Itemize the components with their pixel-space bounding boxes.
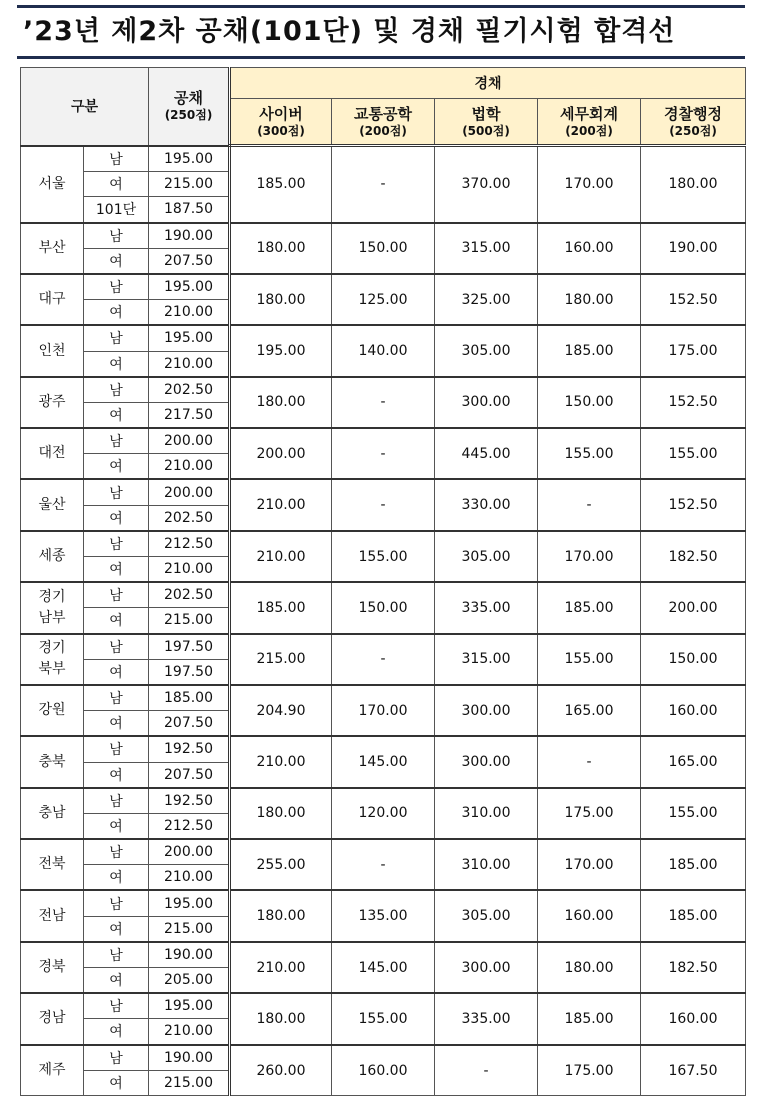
region-name: 경남 (21, 993, 84, 1044)
gyeongchae-cutoff: 305.00 (435, 325, 538, 376)
gyeongchae-cutoff: 180.00 (230, 274, 332, 325)
gyeongchae-cutoff: 370.00 (435, 146, 538, 223)
gongchae-cutoff: 215.00 (149, 608, 230, 634)
gongchae-cutoff: 207.50 (149, 711, 230, 737)
gongchae-cutoff: 207.50 (149, 248, 230, 274)
region-name: 경북 (21, 942, 84, 993)
table-row (21, 788, 746, 814)
gyeongchae-cutoff: 160.00 (641, 993, 746, 1044)
gyeongchae-cutoff: 175.00 (538, 1045, 641, 1096)
region-name: 충남 (21, 788, 84, 839)
table-row (21, 479, 746, 505)
region-name (21, 634, 84, 685)
header-field-law (435, 99, 538, 146)
gender-label: 남 (84, 146, 149, 172)
gongchae-cutoff: 195.00 (149, 274, 230, 300)
table-row (21, 428, 746, 454)
gyeongchae-cutoff: 165.00 (538, 685, 641, 736)
gyeongchae-cutoff: 145.00 (332, 942, 435, 993)
gender-label: 남 (84, 531, 149, 557)
gyeongchae-cutoff: 195.00 (230, 325, 332, 376)
gyeongchae-cutoff: 160.00 (538, 890, 641, 941)
gyeongchae-cutoff: 210.00 (230, 479, 332, 530)
gyeongchae-cutoff: 180.00 (230, 890, 332, 941)
table-row (21, 685, 746, 711)
gender-label: 여 (84, 557, 149, 583)
gyeongchae-cutoff: 305.00 (435, 531, 538, 582)
region-name: 대구 (21, 274, 84, 325)
gongchae-cutoff: 192.50 (149, 788, 230, 814)
gongchae-cutoff: 210.00 (149, 865, 230, 891)
gongchae-cutoff: 215.00 (149, 171, 230, 197)
region-name: 강원 (21, 685, 84, 736)
gyeongchae-cutoff: 190.00 (641, 223, 746, 274)
table-row (21, 325, 746, 351)
table-header (21, 68, 746, 146)
region-name-line: 경기 (38, 640, 66, 657)
gyeongchae-cutoff: 180.00 (538, 942, 641, 993)
table-row (21, 146, 746, 172)
gyeongchae-cutoff: 135.00 (332, 890, 435, 941)
gyeongchae-cutoff: 175.00 (641, 325, 746, 376)
gongchae-cutoff: 207.50 (149, 762, 230, 788)
region-name: 전북 (21, 839, 84, 890)
gender-label: 남 (84, 993, 149, 1019)
gyeongchae-cutoff: - (435, 1045, 538, 1096)
gyeongchae-cutoff: 155.00 (641, 428, 746, 479)
region-name: 인천 (21, 325, 84, 376)
gyeongchae-cutoff: 255.00 (230, 839, 332, 890)
gyeongchae-cutoff: 170.00 (332, 685, 435, 736)
table-row (21, 736, 746, 762)
gongchae-cutoff: 210.00 (149, 300, 230, 326)
gyeongchae-cutoff: 160.00 (538, 223, 641, 274)
gender-label: 남 (84, 274, 149, 300)
gyeongchae-cutoff: 170.00 (538, 146, 641, 223)
gyeongchae-cutoff: 185.00 (641, 839, 746, 890)
header-field-label: 교통공학 (354, 104, 412, 123)
gyeongchae-cutoff: 330.00 (435, 479, 538, 530)
gender-label: 여 (84, 454, 149, 480)
gender-label: 여 (84, 762, 149, 788)
gongchae-cutoff: 205.00 (149, 968, 230, 994)
gongchae-cutoff: 195.00 (149, 993, 230, 1019)
title-banner (17, 5, 745, 59)
gyeongchae-cutoff: 180.00 (538, 274, 641, 325)
gongchae-cutoff: 185.00 (149, 685, 230, 711)
gender-label: 여 (84, 505, 149, 531)
region-name: 대전 (21, 428, 84, 479)
gyeongchae-cutoff: 315.00 (435, 223, 538, 274)
gyeongchae-cutoff: 185.00 (538, 582, 641, 633)
gyeongchae-cutoff: 150.00 (332, 582, 435, 633)
gender-label: 남 (84, 890, 149, 916)
table-row (21, 1045, 746, 1071)
gongchae-cutoff: 210.00 (149, 454, 230, 480)
gender-label: 남 (84, 788, 149, 814)
gyeongchae-cutoff: 185.00 (538, 993, 641, 1044)
gender-label: 남 (84, 942, 149, 968)
table-row (21, 993, 746, 1019)
gongchae-cutoff: 212.50 (149, 531, 230, 557)
gyeongchae-cutoff: 210.00 (230, 736, 332, 787)
gongchae-cutoff: 200.00 (149, 428, 230, 454)
gender-label: 남 (84, 325, 149, 351)
region-name: 서울 (21, 146, 84, 223)
gongchae-cutoff: 215.00 (149, 916, 230, 942)
gyeongchae-cutoff: 155.00 (538, 428, 641, 479)
gyeongchae-cutoff: 155.00 (641, 788, 746, 839)
gongchae-cutoff: 202.50 (149, 505, 230, 531)
gyeongchae-cutoff: 182.50 (641, 942, 746, 993)
header-field-label: 법학 (471, 104, 501, 123)
region-name-line: 북부 (38, 661, 66, 678)
gyeongchae-cutoff: 152.50 (641, 479, 746, 530)
gongchae-cutoff: 197.50 (149, 634, 230, 660)
gongchae-cutoff: 200.00 (149, 479, 230, 505)
gyeongchae-cutoff: 155.00 (332, 531, 435, 582)
gongchae-cutoff: 190.00 (149, 942, 230, 968)
header-field-cyber (230, 99, 332, 146)
region-name: 광주 (21, 377, 84, 428)
gyeongchae-cutoff: 210.00 (230, 942, 332, 993)
gender-label: 남 (84, 428, 149, 454)
cutoff-table (20, 67, 746, 1096)
header-field-points: (300점) (257, 123, 305, 138)
gyeongchae-cutoff: 215.00 (230, 634, 332, 685)
gender-label: 여 (84, 968, 149, 994)
region-name (21, 582, 84, 633)
gyeongchae-cutoff: 125.00 (332, 274, 435, 325)
header-field-points: (200점) (359, 123, 407, 138)
gyeongchae-cutoff: 260.00 (230, 1045, 332, 1096)
gongchae-cutoff: 195.00 (149, 325, 230, 351)
table-row (21, 274, 746, 300)
title-bottom-rule (17, 56, 745, 59)
table-body (21, 146, 746, 1096)
gyeongchae-cutoff: - (332, 839, 435, 890)
gongchae-cutoff: 187.50 (149, 197, 230, 223)
region-name-line: 남부 (38, 609, 66, 626)
gyeongchae-cutoff: 185.00 (641, 890, 746, 941)
gender-label: 여 (84, 248, 149, 274)
header-gongchae (149, 68, 230, 146)
gyeongchae-cutoff: 310.00 (435, 788, 538, 839)
gyeongchae-cutoff: 300.00 (435, 377, 538, 428)
gongchae-cutoff: 202.50 (149, 582, 230, 608)
gender-label: 여 (84, 300, 149, 326)
gyeongchae-cutoff: 182.50 (641, 531, 746, 582)
header-field-traffic (332, 99, 435, 146)
page-title: ’23년 제2차 공채(101단) 및 경채 필기시험 합격선 (23, 16, 676, 47)
gongchae-cutoff: 195.00 (149, 890, 230, 916)
gender-label: 남 (84, 685, 149, 711)
header-gongchae-points: (250점) (164, 108, 213, 123)
gyeongchae-cutoff: 300.00 (435, 685, 538, 736)
gyeongchae-cutoff: 300.00 (435, 942, 538, 993)
table-row (21, 377, 746, 403)
gyeongchae-cutoff: 165.00 (641, 736, 746, 787)
gyeongchae-cutoff: 150.00 (332, 223, 435, 274)
gyeongchae-cutoff: 180.00 (230, 377, 332, 428)
gyeongchae-cutoff: 185.00 (230, 582, 332, 633)
gongchae-cutoff: 190.00 (149, 1045, 230, 1071)
gender-label: 남 (84, 582, 149, 608)
gongchae-cutoff: 197.50 (149, 659, 230, 685)
gyeongchae-cutoff: 204.90 (230, 685, 332, 736)
table-row (21, 531, 746, 557)
header-field-police-admin (641, 99, 746, 146)
gongchae-cutoff: 202.50 (149, 377, 230, 403)
gyeongchae-cutoff: 150.00 (538, 377, 641, 428)
gyeongchae-cutoff: 152.50 (641, 377, 746, 428)
gender-label: 남 (84, 839, 149, 865)
table-row (21, 839, 746, 865)
gyeongchae-cutoff: 445.00 (435, 428, 538, 479)
gyeongchae-cutoff: - (538, 479, 641, 530)
gyeongchae-cutoff: 305.00 (435, 890, 538, 941)
gyeongchae-cutoff: 325.00 (435, 274, 538, 325)
gyeongchae-cutoff: 145.00 (332, 736, 435, 787)
gyeongchae-cutoff: - (332, 634, 435, 685)
gyeongchae-cutoff: 155.00 (332, 993, 435, 1044)
gyeongchae-cutoff: 140.00 (332, 325, 435, 376)
header-field-tax (538, 99, 641, 146)
table-row (21, 942, 746, 968)
gongchae-cutoff: 190.00 (149, 223, 230, 249)
table-row (21, 223, 746, 249)
gyeongchae-cutoff: 200.00 (230, 428, 332, 479)
gyeongchae-cutoff: 210.00 (230, 531, 332, 582)
gyeongchae-cutoff: 300.00 (435, 736, 538, 787)
gyeongchae-cutoff: 200.00 (641, 582, 746, 633)
gyeongchae-cutoff: 180.00 (230, 788, 332, 839)
header-field-points: (500점) (462, 123, 510, 138)
gender-label: 여 (84, 711, 149, 737)
gender-label: 남 (84, 736, 149, 762)
gyeongchae-cutoff: 170.00 (538, 531, 641, 582)
gender-label: 여 (84, 608, 149, 634)
gyeongchae-cutoff: 180.00 (230, 993, 332, 1044)
gyeongchae-cutoff: 315.00 (435, 634, 538, 685)
table-row (21, 634, 746, 660)
region-name-line: 경기 (38, 588, 66, 605)
gender-label: 여 (84, 1070, 149, 1096)
region-name: 제주 (21, 1045, 84, 1096)
gongchae-cutoff: 215.00 (149, 1070, 230, 1096)
gender-label: 남 (84, 634, 149, 660)
gyeongchae-cutoff: 335.00 (435, 582, 538, 633)
region-name: 세종 (21, 531, 84, 582)
gender-label: 여 (84, 813, 149, 839)
gyeongchae-cutoff: 185.00 (230, 146, 332, 223)
gongchae-cutoff: 210.00 (149, 1019, 230, 1045)
gyeongchae-cutoff: 160.00 (332, 1045, 435, 1096)
gyeongchae-cutoff: 120.00 (332, 788, 435, 839)
header-field-points: (200점) (565, 123, 613, 138)
gender-label: 남 (84, 377, 149, 403)
table-row (21, 582, 746, 608)
gender-label: 남 (84, 1045, 149, 1071)
region-name: 울산 (21, 479, 84, 530)
gyeongchae-cutoff: 180.00 (230, 223, 332, 274)
gender-label: 여 (84, 1019, 149, 1045)
gyeongchae-cutoff: 310.00 (435, 839, 538, 890)
gender-label: 여 (84, 865, 149, 891)
gyeongchae-cutoff: 152.50 (641, 274, 746, 325)
gyeongchae-cutoff: 150.00 (641, 634, 746, 685)
gyeongchae-cutoff: - (332, 377, 435, 428)
gender-label: 남 (84, 223, 149, 249)
header-category: 구분 (21, 68, 149, 146)
gyeongchae-cutoff: 170.00 (538, 839, 641, 890)
gender-label: 남 (84, 479, 149, 505)
gender-label: 여 (84, 659, 149, 685)
gyeongchae-cutoff: 185.00 (538, 325, 641, 376)
header-field-label: 세무회계 (560, 104, 618, 123)
header-field-label: 경찰행정 (664, 104, 722, 123)
region-name: 부산 (21, 223, 84, 274)
region-name: 전남 (21, 890, 84, 941)
gyeongchae-cutoff: 335.00 (435, 993, 538, 1044)
gyeongchae-cutoff: 180.00 (641, 146, 746, 223)
gender-label: 여 (84, 916, 149, 942)
gongchae-cutoff: 217.50 (149, 402, 230, 428)
region-name: 충북 (21, 736, 84, 787)
gongchae-cutoff: 210.00 (149, 557, 230, 583)
gyeongchae-cutoff: - (332, 428, 435, 479)
header-field-points: (250점) (669, 123, 717, 138)
gyeongchae-cutoff: 160.00 (641, 685, 746, 736)
gongchae-cutoff: 192.50 (149, 736, 230, 762)
gongchae-cutoff: 195.00 (149, 146, 230, 172)
gender-label: 101단 (84, 197, 149, 223)
gyeongchae-cutoff: - (538, 736, 641, 787)
gender-label: 여 (84, 171, 149, 197)
header-gongchae-label: 공채 (174, 89, 203, 108)
gongchae-cutoff: 210.00 (149, 351, 230, 377)
gyeongchae-cutoff: - (332, 479, 435, 530)
header-field-label: 사이버 (259, 104, 303, 123)
gongchae-cutoff: 200.00 (149, 839, 230, 865)
gyeongchae-cutoff: - (332, 146, 435, 223)
table-row (21, 890, 746, 916)
gongchae-cutoff: 212.50 (149, 813, 230, 839)
gyeongchae-cutoff: 167.50 (641, 1045, 746, 1096)
gender-label: 여 (84, 351, 149, 377)
header-gyeongchae: 경채 (230, 68, 746, 99)
gender-label: 여 (84, 402, 149, 428)
gyeongchae-cutoff: 175.00 (538, 788, 641, 839)
gyeongchae-cutoff: 155.00 (538, 634, 641, 685)
